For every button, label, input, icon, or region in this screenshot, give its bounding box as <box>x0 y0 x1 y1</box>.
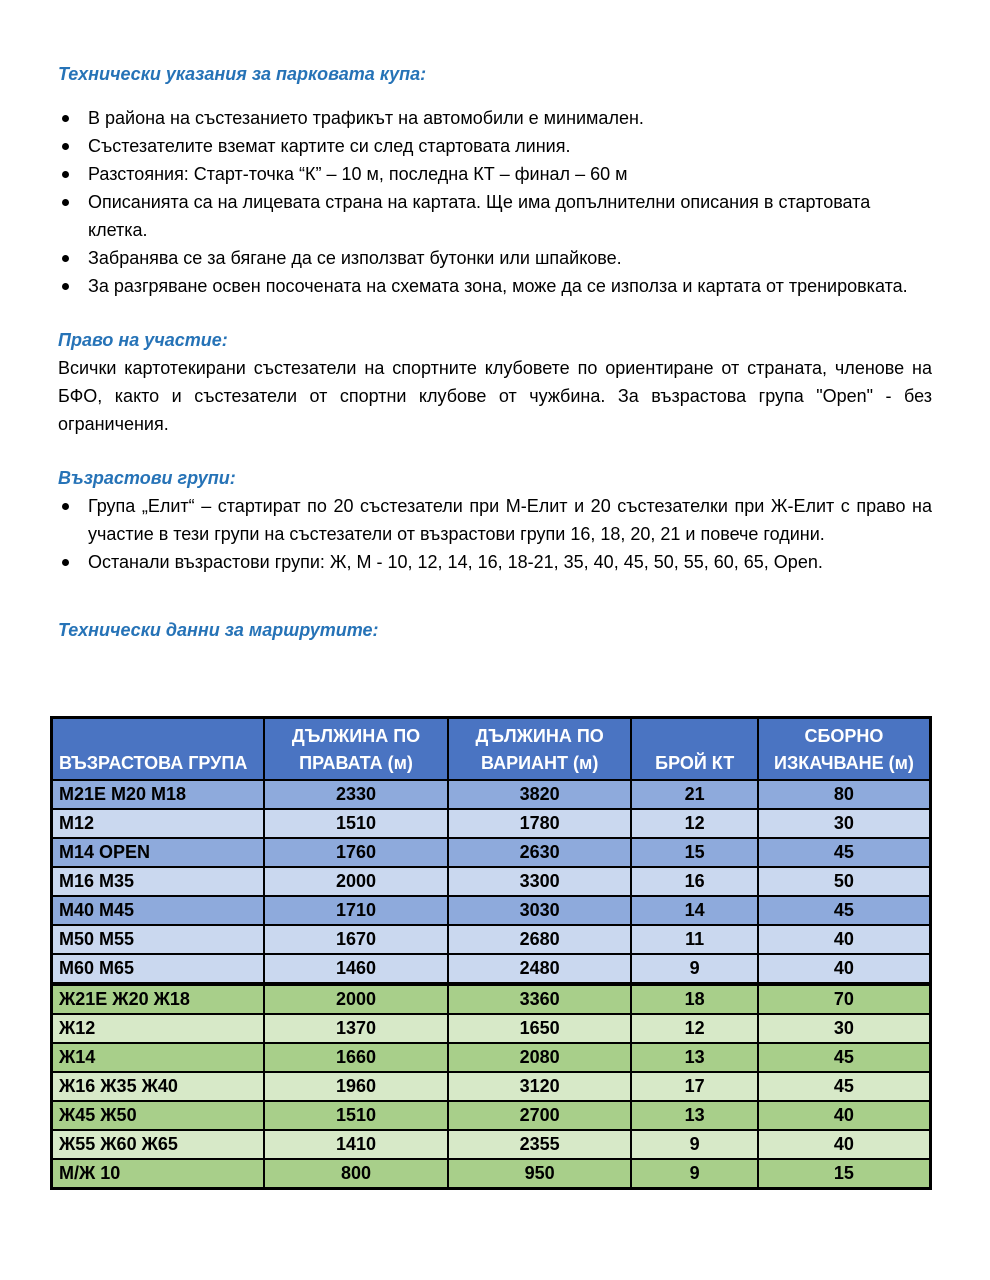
value-cell: 45 <box>758 896 931 925</box>
table-row <box>52 780 931 809</box>
value-cell: 1460 <box>264 954 448 984</box>
value-cell: 13 <box>631 1043 757 1072</box>
value-cell: 950 <box>448 1159 632 1189</box>
eligibility-heading: Право на участие: <box>58 330 228 350</box>
value-cell: 30 <box>758 1014 931 1043</box>
value-cell: 1760 <box>264 838 448 867</box>
value-cell: 3300 <box>448 867 632 896</box>
table-row <box>52 1014 931 1043</box>
value-cell: 9 <box>631 1159 757 1189</box>
table-row <box>52 1130 931 1159</box>
column-header-length-route: ДЪЛЖИНА ПО ВАРИАНТ (м) <box>448 718 632 781</box>
column-header-age-group: ВЪЗРАСТОВА ГРУПА <box>52 718 265 781</box>
value-cell: 9 <box>631 1130 757 1159</box>
list-item: Описанията са на лицевата страна на картата. Ще има допълнителни описания в стартовата клетка. <box>58 188 932 244</box>
value-cell: 2080 <box>448 1043 632 1072</box>
age-group-cell: Ж14 <box>52 1043 265 1072</box>
value-cell: 3120 <box>448 1072 632 1101</box>
value-cell: 15 <box>758 1159 931 1189</box>
value-cell: 2330 <box>264 780 448 809</box>
column-header-controls: БРОЙ КТ <box>631 718 757 781</box>
list-item: Група „Елит“ – стартират по 20 състезатели при М-Елит и 20 състезателки при Ж-Елит с право на участие в тези групи на състезатели от възрастови групи 16, 18, 20, 21 и повече години. <box>58 492 932 548</box>
column-header-climb: СБОРНО ИЗКАЧВАНЕ (м) <box>758 718 931 781</box>
value-cell: 40 <box>758 1101 931 1130</box>
table-row <box>52 867 931 896</box>
value-cell: 12 <box>631 1014 757 1043</box>
age-group-cell: M12 <box>52 809 265 838</box>
table-row <box>52 1072 931 1101</box>
age-group-cell: Ж45 Ж50 <box>52 1101 265 1130</box>
list-item: Състезателите вземат картите си след стартовата линия. <box>58 132 932 160</box>
value-cell: 1370 <box>264 1014 448 1043</box>
age-group-cell: M40 M45 <box>52 896 265 925</box>
document-body <box>58 60 932 644</box>
value-cell: 50 <box>758 867 931 896</box>
age-group-cell: M60 M65 <box>52 954 265 984</box>
age-group-cell: M50 M55 <box>52 925 265 954</box>
age-group-cell: Ж55 Ж60 Ж65 <box>52 1130 265 1159</box>
value-cell: 800 <box>264 1159 448 1189</box>
list-item: В района на състезанието трафикът на автомобили е минимален. <box>58 104 932 132</box>
table-row <box>52 954 931 984</box>
value-cell: 1780 <box>448 809 632 838</box>
value-cell: 45 <box>758 838 931 867</box>
table-row <box>52 838 931 867</box>
value-cell: 45 <box>758 1072 931 1101</box>
value-cell: 2480 <box>448 954 632 984</box>
value-cell: 18 <box>631 984 757 1014</box>
age-groups-heading: Възрастови групи: <box>58 468 236 488</box>
list-item: Останали възрастови групи: Ж, М - 10, 12, 14, 16, 18-21, 35, 40, 45, 50, 55, 60, 65, Open. <box>58 548 932 576</box>
value-cell: 2630 <box>448 838 632 867</box>
value-cell: 21 <box>631 780 757 809</box>
value-cell: 2000 <box>264 867 448 896</box>
age-groups-list <box>58 492 932 576</box>
age-group-cell: M21E M20 M18 <box>52 780 265 809</box>
value-cell: 3030 <box>448 896 632 925</box>
routes-table-wrapper <box>50 716 932 1190</box>
value-cell: 3360 <box>448 984 632 1014</box>
value-cell: 40 <box>758 954 931 984</box>
list-item: Забранява се за бягане да се използват бутонки или шпайкове. <box>58 244 932 272</box>
column-header-length-straight: ДЪЛЖИНА ПО ПРАВАТА (м) <box>264 718 448 781</box>
value-cell: 15 <box>631 838 757 867</box>
park-instructions-heading: Технически указания за парковата купа: <box>58 64 427 84</box>
value-cell: 1960 <box>264 1072 448 1101</box>
table-row <box>52 809 931 838</box>
value-cell: 3820 <box>448 780 632 809</box>
value-cell: 70 <box>758 984 931 1014</box>
value-cell: 2680 <box>448 925 632 954</box>
age-group-cell: Ж16 Ж35 Ж40 <box>52 1072 265 1101</box>
table-row <box>52 925 931 954</box>
value-cell: 2700 <box>448 1101 632 1130</box>
age-group-cell: Ж21E Ж20 Ж18 <box>52 984 265 1014</box>
age-group-cell: M16 M35 <box>52 867 265 896</box>
table-header-row <box>52 718 931 781</box>
value-cell: 80 <box>758 780 931 809</box>
value-cell: 40 <box>758 925 931 954</box>
value-cell: 17 <box>631 1072 757 1101</box>
list-item: Разстояния: Старт-точка “К” – 10 м, последна КТ – финал – 60 м <box>58 160 932 188</box>
value-cell: 2355 <box>448 1130 632 1159</box>
value-cell: 1510 <box>264 1101 448 1130</box>
age-group-cell: M14 OPEN <box>52 838 265 867</box>
value-cell: 11 <box>631 925 757 954</box>
value-cell: 12 <box>631 809 757 838</box>
value-cell: 1650 <box>448 1014 632 1043</box>
routes-table <box>50 716 932 1190</box>
table-row <box>52 1043 931 1072</box>
age-group-cell: Ж12 <box>52 1014 265 1043</box>
value-cell: 40 <box>758 1130 931 1159</box>
value-cell: 16 <box>631 867 757 896</box>
age-group-cell: M/Ж 10 <box>52 1159 265 1189</box>
value-cell: 45 <box>758 1043 931 1072</box>
value-cell: 1410 <box>264 1130 448 1159</box>
value-cell: 1660 <box>264 1043 448 1072</box>
table-row <box>52 1159 931 1189</box>
value-cell: 2000 <box>264 984 448 1014</box>
park-instructions-list <box>58 104 932 300</box>
value-cell: 1510 <box>264 809 448 838</box>
value-cell: 9 <box>631 954 757 984</box>
table-row <box>52 896 931 925</box>
value-cell: 1670 <box>264 925 448 954</box>
value-cell: 1710 <box>264 896 448 925</box>
value-cell: 13 <box>631 1101 757 1130</box>
table-row <box>52 1101 931 1130</box>
list-item: За разгряване освен посочената на схемата зона, може да се използа и картата от тренировката. <box>58 272 932 300</box>
table-row <box>52 984 931 1014</box>
value-cell: 14 <box>631 896 757 925</box>
value-cell: 30 <box>758 809 931 838</box>
routes-heading: Технически данни за маршрутите: <box>58 620 379 640</box>
eligibility-text: Всички картотекирани състезатели на спортните клубовете по ориентиране от страната, членове на БФО, както и състезатели от спортни клубове от чужбина. За възрастова група "Open" - без ограничения. <box>58 358 932 434</box>
